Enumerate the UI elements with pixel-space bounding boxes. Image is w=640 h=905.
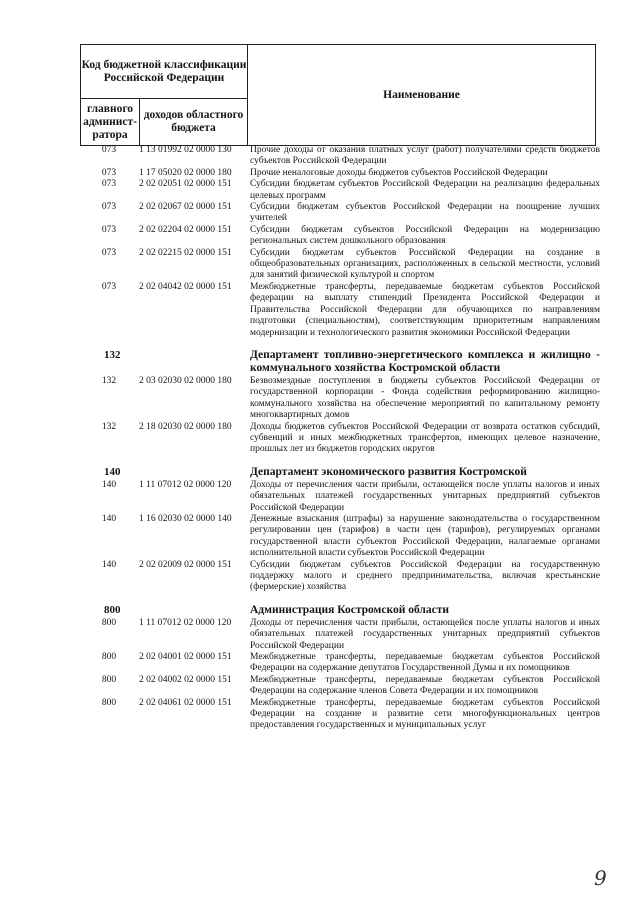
department-row <box>80 466 600 479</box>
income-name-cell: Безвозмездные поступления в бюджеты субъектов Российской Федерации от государственной корпорации - Фонда содействия реформированию жилищно-коммунального хозяйства на обеспечение мероприятий по капитальному ремонту многоквартирных домов <box>250 375 600 421</box>
admin-code-cell: 073 <box>101 202 117 213</box>
income-name-cell: Доходы от перечисления части прибыли, остающейся после уплаты налогов и иных обязательных платежей государственных унитарных предприятий субъектов Российской Федерации <box>250 617 600 651</box>
admin-code-cell: 800 <box>101 674 117 685</box>
admin-code-cell: 132 <box>101 421 117 432</box>
admin-code-cell: 140 <box>101 479 117 490</box>
income-name-cell: Доходы от перечисления части прибыли, остающейся после уплаты налогов и иных обязательных платежей государственных унитарных предприятий субъектов Российской Федерации <box>250 479 600 513</box>
income-name-cell: Денежные взыскания (штрафы) за нарушение законодательства о государственном регулировании цен (тарифов) в части цен (тарифов), регулируемых органами государственной власти субъектов Российской Федерации, налагаемые органами исполнительной власти субъектов Российской Федерации <box>250 513 600 559</box>
table-row <box>80 282 600 339</box>
table-row <box>80 168 600 179</box>
income-code-cell: 2 02 02067 02 0000 151 <box>139 202 232 213</box>
admin-code-cell: 140 <box>101 513 117 524</box>
table-row <box>80 675 600 698</box>
admin-code-cell: 800 <box>104 603 121 616</box>
income-name-cell: Субсидии бюджетам субъектов Российской Федерации на создание в общеобразовательных организациях, расположенных в сельской местности, условий для занятий физической культурой и спортом <box>250 247 600 281</box>
admin-code-cell: 073 <box>101 145 117 155</box>
table-row <box>80 422 600 456</box>
table-row <box>80 376 600 422</box>
income-name-cell: Субсидии бюджетам субъектов Российской Федерации на реализацию федеральных целевых программ <box>250 179 600 201</box>
income-name-cell: Межбюджетные трансферты, передаваемые бюджетам субъектов Российской Федерации на создание и развитие сети многофункциональных центров предоставления государственных и муниципальных услуг <box>250 697 600 731</box>
income-code-cell: 1 13 01992 02 0000 130 <box>139 145 232 155</box>
income-code-cell: 2 02 02204 02 0000 151 <box>139 224 232 235</box>
table-row <box>80 618 600 652</box>
income-code-cell: 1 16 02030 02 0000 140 <box>139 513 232 524</box>
admin-code-cell: 073 <box>101 224 117 235</box>
admin-code-cell: 073 <box>101 247 117 258</box>
table-row <box>80 202 600 225</box>
admin-code-cell: 073 <box>101 167 117 178</box>
department-row <box>80 349 600 375</box>
department-row <box>80 604 600 617</box>
income-code-cell: 2 02 02215 02 0000 151 <box>139 247 232 258</box>
department-name: Администрация Костромской области <box>250 603 450 616</box>
table-row <box>80 225 600 248</box>
income-code-cell: 2 02 04042 02 0000 151 <box>139 281 232 292</box>
admin-code-cell: 132 <box>104 348 121 361</box>
income-code-cell: 1 17 05020 02 0000 180 <box>139 167 232 178</box>
name-column-header: Наименование <box>248 45 596 146</box>
income-name-cell: Субсидии бюджетам субъектов Российской Федерации на поощрение лучших учителей <box>250 202 600 224</box>
income-code-cell: 1 11 07012 02 0000 120 <box>139 617 232 628</box>
income-name-cell: Субсидии бюджетам субъектов Российской Федерации на модернизацию региональных систем дошкольного образования <box>250 224 600 247</box>
income-code-cell: 2 02 04061 02 0000 151 <box>139 697 232 708</box>
table-row <box>80 560 600 594</box>
table-row <box>80 514 600 560</box>
income-name-cell: Межбюджетные трансферты, передаваемые бюджетам субъектов Российской Федерации на содержание депутатов Государственной Думы и их помощников <box>250 652 600 674</box>
income-code-cell: 1 11 07012 02 0000 120 <box>139 479 232 490</box>
admin-code-cell: 073 <box>101 281 117 292</box>
table-row <box>80 698 600 732</box>
table-body <box>80 145 600 732</box>
admin-code-cell: 073 <box>101 179 117 190</box>
table-row <box>80 145 600 168</box>
admin-code-cell: 800 <box>101 652 117 663</box>
table-row <box>80 480 600 514</box>
admin-code-cell: 800 <box>101 617 117 628</box>
income-name-cell: Межбюджетные трансферты, передаваемые бюджетам субъектов Российской федерации на выплату стипендий Президента Российской Федерации и Правительства Российской Федерации для обучающихся по направлениям подготовки (специальностям), соответствующим приоритетным направлениям модернизации и технологического развития экономики Российской Федерации <box>250 281 600 338</box>
income-code-cell: 2 02 02009 02 0000 151 <box>139 559 232 570</box>
income-code-cell: 2 02 02051 02 0000 151 <box>139 179 232 190</box>
department-name: Департамент топливно-энергетического комплекса и жилищно - коммунального хозяйства Костромской области <box>250 348 600 374</box>
admin-code-cell: 140 <box>104 465 121 478</box>
table-row <box>80 652 600 675</box>
income-name-cell: Межбюджетные трансферты, передаваемые бюджетам субъектов Российской Федерации на содержание членов Совета Федерации и их помощников <box>250 674 600 697</box>
income-name-cell: Прочие неналоговые доходы бюджетов субъектов Российской Федерации <box>250 167 548 178</box>
table-row <box>80 248 600 282</box>
admin-code-cell: 140 <box>101 559 117 570</box>
income-code-cell: 2 03 02030 02 0000 180 <box>139 375 232 386</box>
income-code-cell: 2 02 04001 02 0000 151 <box>139 652 232 663</box>
page-number: 9 <box>594 866 607 890</box>
table-header <box>80 44 596 146</box>
table-row <box>80 179 600 202</box>
code-group-header: Код бюджетной классификации Российской Федерации <box>81 45 248 99</box>
income-name-cell: Доходы бюджетов субъектов Российской Федерации от возврата остатков субсидий, субвенций и иных межбюджетных трансфертов, имеющих целевое назначение, прошлых лет из бюджетов городских округов <box>250 421 600 455</box>
admin-code-cell: 132 <box>101 375 117 386</box>
income-name-cell: Прочие доходы от оказания платных услуг (работ) получателями средств бюджетов субъектов Российской Федерации <box>250 145 600 167</box>
admin-column-header: главного админист-ратора <box>81 99 140 146</box>
income-column-header: доходов областного бюджета <box>140 99 248 146</box>
department-name: Департамент экономического развития Костромской <box>250 465 527 478</box>
income-code-cell: 2 02 04002 02 0000 151 <box>139 674 232 685</box>
income-code-cell: 2 18 02030 02 0000 180 <box>139 421 232 432</box>
income-name-cell: Субсидии бюджетам субъектов Российской Федерации на государственную поддержку малого и среднего предпринимательства, включая крестьянские (фермерские) хозяйства <box>250 559 600 593</box>
admin-code-cell: 800 <box>101 697 117 708</box>
